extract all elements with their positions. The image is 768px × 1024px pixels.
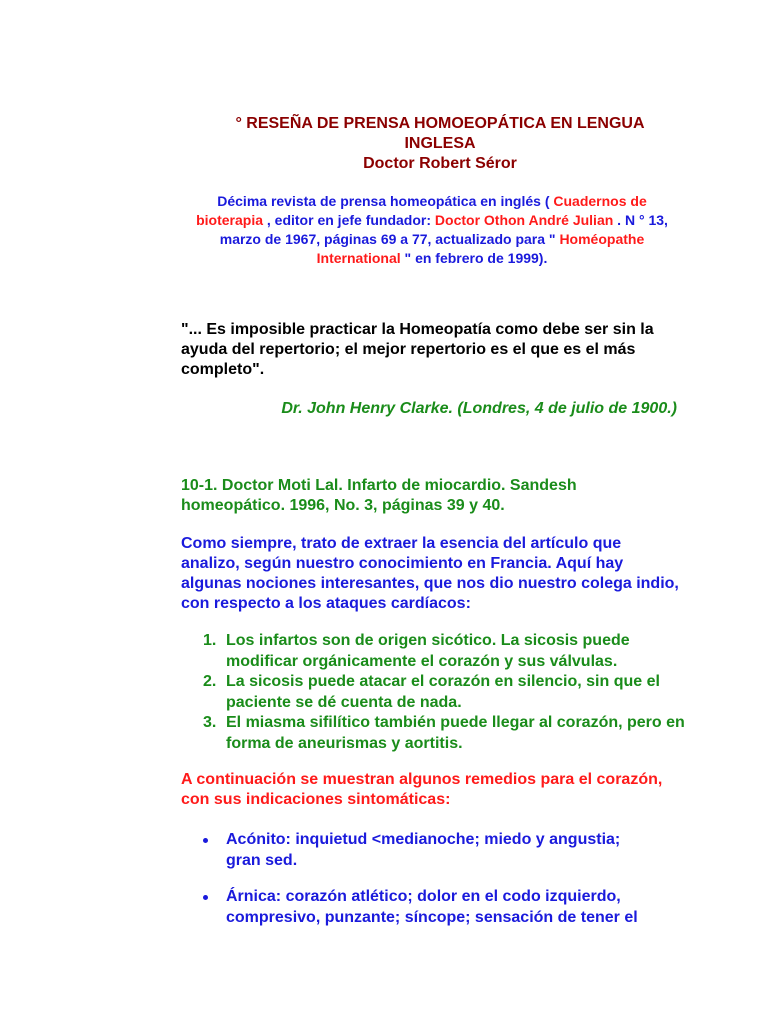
author-name: Doctor Robert Séror <box>363 155 517 172</box>
numbered-list <box>181 631 691 754</box>
list-number: 3. <box>203 714 217 731</box>
publication-name: Homéopathe International <box>316 231 645 266</box>
quote-author: Dr. John Henry Clarke. (Londres, 4 de julio de 1900.) <box>281 400 677 417</box>
intro-text-3: . N ° 13, marzo de 1967, páginas 69 a 77, actualizado para " <box>219 212 668 247</box>
quote-text: "... Es imposible practicar la Homeopatía como debe ser sin la ayuda del repertorio; el mejor repertorio es el que es el más completo". <box>181 321 654 378</box>
list-item <box>181 713 691 754</box>
bullet-icon <box>203 838 208 843</box>
remedies-heading: A continuación se muestran algunos remedios para el corazón, con sus indicaciones sintomáticas: <box>181 771 663 808</box>
list-number: 1. <box>203 632 217 649</box>
list-item-text: La sicosis puede atacar el corazón en silencio, sin que el paciente se dé cuenta de nada. <box>226 673 660 711</box>
bullet-item-text: Árnica: corazón atlético; dolor en el codo izquierdo, compresivo, punzante; síncope; sensación de tener el <box>226 888 638 926</box>
intro-text-2: , editor en jefe fundador: <box>263 212 435 228</box>
bullet-item-text: Acónito: inquietud <medianoche; miedo y angustia; gran sed. <box>226 831 621 869</box>
title-line-1: ° RESEÑA DE PRENSA HOMOEOPÁTICA EN LENGUA <box>235 115 645 132</box>
list-number: 2. <box>203 673 217 690</box>
list-item <box>181 631 691 672</box>
editor-name: Doctor Othon André Julian <box>434 212 614 228</box>
intro-paragraph <box>182 192 682 268</box>
list-item-text: El miasma sifilítico también puede llegar al corazón, pero en forma de aneurismas y aortitis. <box>226 714 685 752</box>
article-paragraph: Como siempre, trato de extraer la esencia del artículo que analizo, según nuestro conocimiento en Francia. Aquí hay algunas nociones interesantes, que nos dio nuestro colega indio, con respecto a los ataques cardíacos: <box>181 535 679 612</box>
journal-name: Cuadernos de bioterapia <box>196 193 647 228</box>
bullet-icon <box>203 895 208 900</box>
intro-text-1: Décima revista de prensa homeopática en inglés ( <box>217 193 554 209</box>
title-line-2: INGLESA <box>404 135 476 152</box>
intro-text-4: " en febrero de 1999). <box>400 250 548 266</box>
article-heading: 10-1. Doctor Moti Lal. Infarto de miocardio. Sandesh homeopático. 1996, No. 3, páginas 39 y 40. <box>181 477 577 514</box>
document-title <box>200 114 680 174</box>
list-item <box>181 672 691 713</box>
list-item-text: Los infartos son de origen sicótico. La sicosis puede modificar orgánicamente el corazón y sus válvulas. <box>226 632 630 670</box>
bullet-item <box>181 886 691 928</box>
bullet-item <box>181 829 621 871</box>
